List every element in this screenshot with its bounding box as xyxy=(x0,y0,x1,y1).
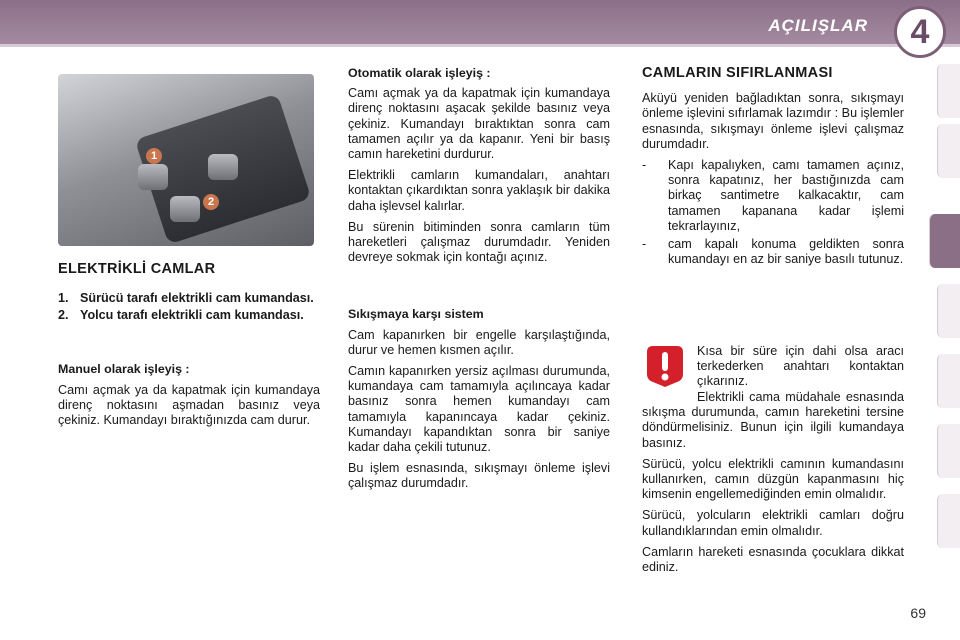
section-title: AÇILIŞLAR xyxy=(768,16,868,35)
page-number: 69 xyxy=(910,605,926,621)
chapter-tab-active[interactable] xyxy=(929,214,960,268)
pinch-paragraph-1: Cam kapanırken bir engelle karşılaştığında, durur ve hemen kısmen açılır. xyxy=(348,327,610,357)
list-dash: - xyxy=(642,237,647,252)
chapter-tab[interactable] xyxy=(937,424,960,478)
pinch-paragraph-2: Camın kapanırken yersiz açılması durumunda, kumandaya cam tamamıyla açılıncaya kadar basınız sonra hemen kumandayı cam tamamıyla kapanıncaya kadar çekiniz. Kumandayı kapandıktan sonra bir saniye kadar daha çekili tutunuz. xyxy=(348,364,610,455)
chapter-tab[interactable] xyxy=(937,284,960,338)
chapter-tab[interactable] xyxy=(937,124,960,178)
electric-windows-title: ELEKTRİKLİ CAMLAR xyxy=(58,261,216,277)
header-divider xyxy=(0,44,960,47)
manual-text: Camı açmak ya da kapatmak için kumandaya direnç noktasını aşmadan basınız veya çekiniz. Kumandayı bıraktığınızda cam durur. xyxy=(58,382,320,428)
auto-paragraph-3: Bu sürenin bitiminden sonra camların tüm hareketleri çalışmaz durumdadır. Yeniden devreye sokmak için kontağı açınız. xyxy=(348,219,610,265)
pinch-heading: Sıkışmaya karşı sistem xyxy=(348,307,484,322)
list-item xyxy=(58,291,320,306)
warning-paragraph-1: Kısa bir süre için dahi olsa aracı terkederken anahtarı kontaktan çıkarınız. xyxy=(697,344,904,389)
chapter-tab[interactable] xyxy=(937,494,960,548)
right-column xyxy=(642,66,904,270)
warning-paragraph-5: Camların hareketi esnasında çocuklara dikkat ediniz. xyxy=(642,544,904,575)
reset-steps xyxy=(642,158,904,267)
callout-2: 2 xyxy=(203,194,219,210)
auto-heading: Otomatik olarak işleyiş : xyxy=(348,66,491,80)
list-text: Kapı kapalıyken, camı tamamen açınız, sonra kapatınız, her bastığınızda cam birkaç santimetre kalkacaktır, cam tamamen kapanana kadar işlemi tekrarlayınız, xyxy=(668,158,904,233)
driver-window-switch xyxy=(138,164,168,190)
pinch-paragraph-3: Bu işlem esnasında, sıkışmayı önleme işlevi çalışmaz durumdadır. xyxy=(348,461,610,491)
list-text: cam kapalı konuma geldikten sonra kumandayı en az bir saniye basılı tutunuz. xyxy=(668,237,904,267)
list-item xyxy=(642,158,904,234)
list-text: Yolcu tarafı elektrikli cam kumandası. xyxy=(80,308,304,323)
warning-icon xyxy=(645,344,685,388)
reset-intro: Aküyü yeniden bağladıktan sonra, sıkışmayı önleme işlevini sıfırlamak lazımdır : Bu işlemler esnasında, sıkışmayı önleme işlevi çalışmaz durumdadır. xyxy=(642,91,904,151)
window-switch-photo xyxy=(58,74,314,246)
warning-paragraph-3: Sürücü, yolcu elektrikli camının kumandasını kullanırken, camın düzgün kapanmasını hiç kimsenin engellemediğinden emin olmalıdır. xyxy=(642,456,904,502)
auto-paragraph-1: Camı açmak ya da kapatmak için kumandaya direnç noktasını aşacak şekilde basınız veya çekiniz. Kumandayı bıraktıktan sonra cam tamamen açılır ya da kapanır. Yeni bir basış camın hareketini durdurur. xyxy=(348,86,610,162)
list-number: 1. xyxy=(58,291,69,306)
reset-title: CAMLARIN SIFIRLANMASI xyxy=(642,65,833,81)
passenger-window-switch xyxy=(170,196,200,222)
chapter-tab[interactable] xyxy=(937,354,960,408)
chapter-tabs xyxy=(934,64,960,574)
left-column xyxy=(58,262,320,434)
callout-1: 1 xyxy=(146,148,162,164)
mirror-switch xyxy=(208,154,238,180)
warning-box xyxy=(642,390,904,581)
chapter-badge: 4 xyxy=(894,6,946,58)
list-number: 2. xyxy=(58,308,69,323)
list-text: Sürücü tarafı elektrikli cam kumandası. xyxy=(80,291,314,306)
chapter-tab[interactable] xyxy=(937,64,960,118)
warning-paragraph-4: Sürücü, yolcuların elektrikli camları doğru kullandıklarından emin olmalıdır. xyxy=(642,508,904,538)
warning-paragraph-2: Elektrikli cama müdahale esnasında sıkışma durumunda, camın hareketini tersine döndürmelisiniz. Bunun için ilgili kumandaya basınız. xyxy=(642,390,904,450)
list-item xyxy=(642,237,904,267)
auto-paragraph-2: Elektrikli camların kumandaları, anahtarı kontaktan çıkardıktan sonra yaklaşık bir dakika daha işlevsel kalırlar. xyxy=(348,168,610,213)
warning-lead xyxy=(697,344,904,396)
list-item xyxy=(58,308,320,323)
middle-column xyxy=(348,66,610,498)
list-dash: - xyxy=(642,158,647,173)
manual-heading: Manuel olarak işleyiş : xyxy=(58,361,190,376)
switch-list xyxy=(58,291,320,323)
